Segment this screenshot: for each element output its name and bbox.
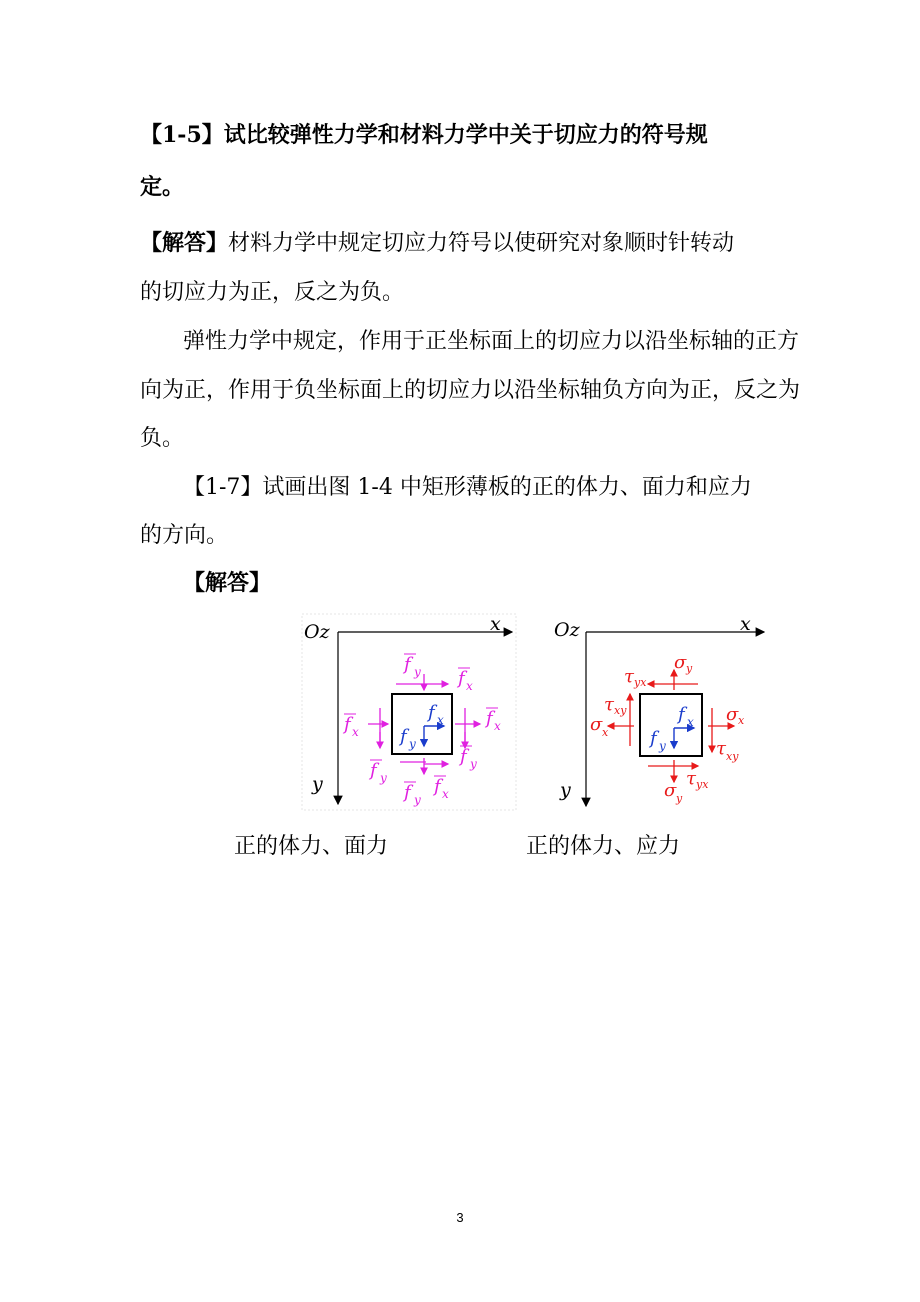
sigma-y-label: σ bbox=[674, 652, 687, 673]
tau-yx-label: τ bbox=[624, 666, 634, 687]
answer-text: 向为正，作用于负坐标面上的切应力以沿坐标轴负方向为正，反之为 bbox=[140, 378, 801, 403]
answer-tag: 【解答】 bbox=[140, 230, 229, 256]
surface-fx-label: f bbox=[434, 776, 441, 797]
origin-label: Oz bbox=[554, 619, 580, 641]
subscript: x bbox=[442, 787, 449, 801]
question-1-7-line1 bbox=[183, 473, 843, 503]
question-text: 定。 bbox=[140, 174, 185, 200]
subscript: x bbox=[494, 719, 501, 733]
subscript: yx bbox=[696, 778, 709, 791]
surface-fy-label: f bbox=[404, 782, 411, 803]
sigma-y-label: σ bbox=[664, 780, 677, 801]
origin-label: Oz bbox=[304, 621, 330, 643]
surface-fy-label: f bbox=[404, 654, 411, 675]
x-axis-label: x bbox=[740, 613, 751, 635]
answer-text: 的切应力为正，反之为负。 bbox=[140, 280, 405, 305]
subscript: y bbox=[414, 665, 421, 679]
answer-1-5-para2-line2 bbox=[140, 376, 800, 406]
subscript: y bbox=[659, 739, 666, 753]
subscript: y bbox=[409, 737, 416, 751]
figure-right-caption: 正的体力、应力 bbox=[526, 834, 681, 859]
x-axis-label: x bbox=[490, 613, 501, 635]
y-axis-label: y bbox=[312, 773, 323, 795]
answer-1-5-line2 bbox=[140, 278, 800, 308]
subscript: yx bbox=[634, 676, 647, 689]
question-1-5-line1 bbox=[140, 120, 800, 150]
figure-body-forces-stresses bbox=[550, 612, 770, 812]
answer-text: 材料力学中规定切应力符号以使研究对象顺时针转动 bbox=[228, 231, 735, 256]
surface-fx-label: f bbox=[458, 668, 465, 689]
answer-1-7-tag bbox=[183, 568, 843, 598]
tau-xy-label: τ bbox=[716, 738, 726, 759]
sigma-x-label: σ bbox=[590, 714, 603, 735]
answer-1-5-para2-line1 bbox=[183, 327, 843, 357]
page-number: 3 bbox=[456, 1210, 464, 1225]
subscript: x bbox=[437, 713, 444, 727]
tau-xy-label: τ bbox=[604, 694, 614, 715]
answer-1-5-para2-line3 bbox=[140, 424, 800, 454]
question-1-7-line2 bbox=[140, 521, 800, 551]
subscript: y bbox=[470, 757, 477, 771]
y-axis-label: y bbox=[560, 779, 571, 801]
subscript: x bbox=[738, 714, 745, 727]
question-text: 试比较弹性力学和材料力学中关于切应力的符号规 bbox=[223, 122, 708, 148]
body-fx-label: f bbox=[678, 704, 685, 725]
subscript: xy bbox=[614, 704, 627, 717]
subscript: y bbox=[414, 793, 421, 807]
body-fx-label: f bbox=[428, 702, 435, 723]
question-tag: 【1-5】 bbox=[140, 122, 224, 148]
question-1-5-line2 bbox=[140, 172, 800, 202]
subscript: x bbox=[687, 715, 694, 729]
subscript: y bbox=[380, 771, 387, 785]
answer-text: 负。 bbox=[140, 426, 185, 451]
answer-1-5-line1 bbox=[140, 228, 800, 259]
subscript: x bbox=[352, 725, 359, 739]
svg-text:f bbox=[402, 654, 414, 675]
body-fy-label: f bbox=[650, 728, 657, 749]
answer-tag: 【解答】 bbox=[183, 570, 272, 596]
tau-yx-label: τ bbox=[686, 768, 696, 789]
subscript: x bbox=[602, 726, 609, 739]
sigma-x-label: σ bbox=[726, 704, 739, 725]
question-text: 的方向。 bbox=[140, 523, 229, 548]
surface-fy-label: f bbox=[370, 760, 377, 781]
subscript: y bbox=[676, 792, 683, 805]
subscript: y bbox=[686, 662, 693, 675]
subscript: xy bbox=[726, 750, 739, 763]
figure-body-surface-forces bbox=[300, 612, 520, 812]
surface-fx-label: f bbox=[486, 708, 493, 729]
body-fy-label: f bbox=[400, 726, 407, 747]
question-text: 【1-7】试画出图 1-4 中矩形薄板的正的体力、面力和应力 bbox=[183, 475, 752, 500]
surface-fx-label: f bbox=[344, 714, 351, 735]
answer-text: 弹性力学中规定，作用于正坐标面上的切应力以沿坐标轴的正方 bbox=[183, 329, 800, 354]
surface-fy-label: f bbox=[460, 746, 467, 767]
figure-left-caption: 正的体力、面力 bbox=[234, 834, 389, 859]
subscript: x bbox=[466, 679, 473, 693]
